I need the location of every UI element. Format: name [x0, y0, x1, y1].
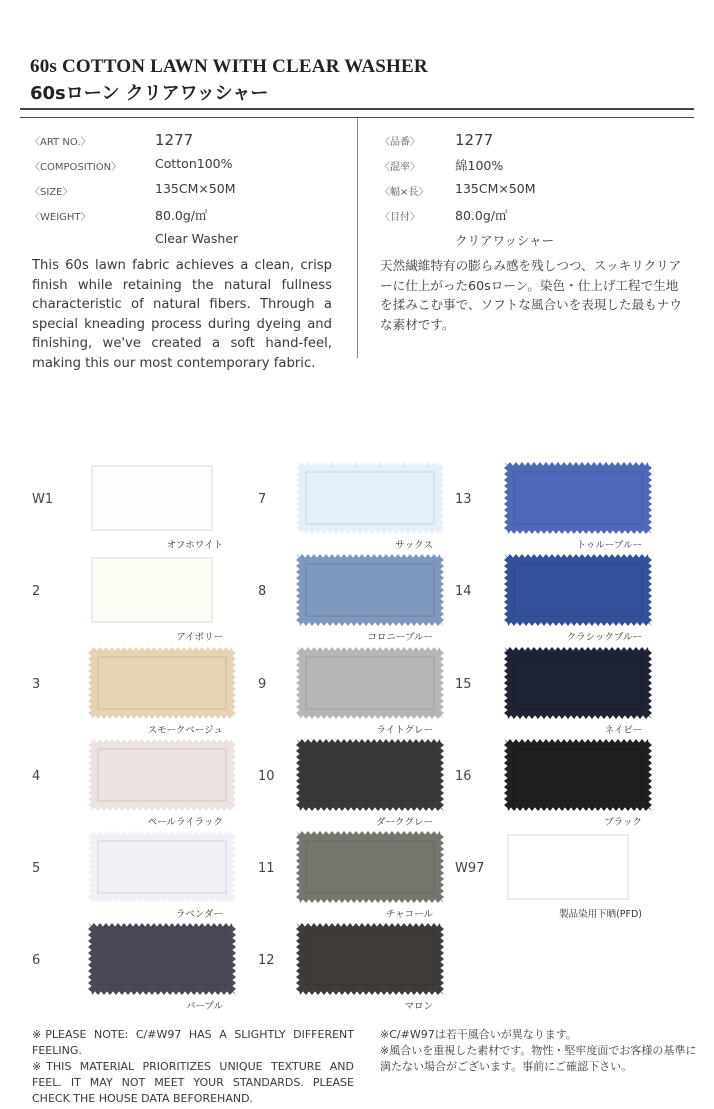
swatch-shape	[88, 462, 236, 534]
spec-label: 〈目付〉	[380, 212, 420, 223]
color-number: 10	[258, 769, 275, 784]
color-number: W1	[32, 492, 54, 507]
color-swatch	[88, 923, 236, 995]
swatch-fill	[88, 647, 236, 719]
notes-jp	[380, 1027, 700, 1075]
color-name: ラベンダー	[175, 909, 223, 920]
color-name: マロン	[404, 1001, 433, 1012]
color-swatch	[504, 831, 652, 903]
swatch-fill	[296, 462, 444, 534]
column-divider	[357, 118, 358, 358]
swatch-shape	[88, 923, 236, 995]
color-number: 6	[32, 953, 41, 968]
description-jp: 天然繊維特有の膨らみ感を残しつつ、スッキリクリアーに仕上がった60sローン。染色・仕上げ工程で生地を揉みこむ事で、ソフトな風合いを表現した最もナウな素材です。	[380, 258, 682, 332]
swatch-shape	[504, 462, 652, 534]
swatch-shape	[504, 554, 652, 626]
color-number: 8	[258, 584, 267, 599]
color-name: 製品染用下晒(PFD)	[559, 909, 642, 920]
spec-label: 〈幅×長〉	[380, 187, 429, 198]
color-swatch	[296, 554, 444, 626]
color-number: 7	[258, 492, 267, 507]
swatch-fill	[296, 739, 444, 811]
swatch-fill	[508, 835, 628, 899]
color-name: サックス	[395, 540, 433, 551]
spec-label: 〈品番〉	[380, 137, 420, 148]
notes-en	[32, 1027, 354, 1107]
color-name: ペールライラック	[147, 817, 223, 828]
color-name: ブラック	[604, 817, 642, 828]
swatch-shape	[88, 647, 236, 719]
spec-value: 135CM×50M	[455, 181, 536, 196]
spec-label: 〈ART NO.〉	[30, 137, 91, 148]
swatch-fill	[296, 831, 444, 903]
spec-label: 〈WEIGHT〉	[30, 212, 91, 223]
color-number: 16	[455, 769, 472, 784]
color-swatch	[88, 739, 236, 811]
color-name: ネイビー	[604, 725, 642, 736]
swatch-fill	[92, 558, 212, 622]
swatch-fill	[88, 739, 236, 811]
swatch-shape	[504, 647, 652, 719]
swatch-fill	[92, 466, 212, 530]
swatch-shape	[296, 554, 444, 626]
swatch-shape	[296, 462, 444, 534]
color-number: W97	[455, 861, 485, 876]
swatch-shape	[88, 739, 236, 811]
color-number: 9	[258, 677, 267, 692]
swatch-fill	[504, 739, 652, 811]
color-name: クラシックブルー	[566, 632, 642, 643]
spec-value: 135CM×50M	[155, 181, 236, 196]
color-name: ダークグレー	[375, 817, 433, 828]
swatch-shape	[504, 739, 652, 811]
color-number: 4	[32, 769, 41, 784]
spec-value: 綿100%	[455, 158, 504, 173]
title-en: 60s COTTON LAWN WITH CLEAR WASHER	[30, 56, 428, 77]
color-name: コロニーブルー	[367, 632, 433, 643]
note-line: ※C/#W97は若干風合いが異なります。	[380, 1028, 577, 1041]
swatch-shape	[296, 831, 444, 903]
color-number: 2	[32, 584, 41, 599]
swatch-shape	[88, 831, 236, 903]
spec-label: 〈SIZE〉	[30, 187, 73, 198]
spec-value: 80.0g/㎡	[455, 208, 508, 223]
spec-value: Cotton100%	[155, 156, 233, 171]
color-name: アイボリー	[176, 632, 223, 643]
color-number: 13	[455, 492, 472, 507]
color-swatch	[88, 647, 236, 719]
color-swatch	[88, 462, 236, 534]
spec-label: 〈COMPOSITION〉	[30, 162, 122, 173]
color-swatch	[88, 554, 236, 626]
swatch-fill	[88, 923, 236, 995]
color-number: 3	[32, 677, 41, 692]
swatch-shape	[296, 739, 444, 811]
color-swatch	[296, 462, 444, 534]
swatch-shape	[296, 647, 444, 719]
color-swatch	[504, 554, 652, 626]
color-swatch	[504, 462, 652, 534]
title-jp: 60sローン クリアワッシャー	[30, 83, 269, 104]
swatch-fill	[296, 554, 444, 626]
swatch-fill	[296, 647, 444, 719]
color-swatch	[296, 831, 444, 903]
color-name: トゥルーブルー	[576, 540, 642, 551]
color-swatch	[504, 739, 652, 811]
spec-value: 1277	[155, 131, 194, 149]
color-name: パープル	[185, 1001, 223, 1012]
header-rule-top	[20, 108, 694, 110]
note-line: ※風合いを重視した素材です。物性・堅牢度面でお客様の基準に満たない場合がございます。事前にご確認下さい。	[380, 1044, 697, 1073]
spec-value: Clear Washer	[155, 231, 239, 246]
swatch-fill	[504, 462, 652, 534]
swatch-fill	[504, 554, 652, 626]
spec-value: 80.0g/㎡	[155, 208, 208, 223]
note-line: ※PLEASE NOTE: C/#W97 HAS A SLIGHTLY DIFFERENT FEELING.	[32, 1028, 354, 1057]
color-name: オフホワイト	[166, 540, 223, 551]
color-swatch	[296, 923, 444, 995]
swatch-shape	[88, 554, 236, 626]
swatch-fill	[296, 923, 444, 995]
description-en: This 60s lawn fabric achieves a clean, crisp finish while retaining the natural fullness characteristic of natural fibers. Through a special kneading process during dyeing and finishing, we've created a soft hand-feel, making this our most contemporary fabric.	[32, 258, 332, 371]
color-name: スモークベージュ	[147, 725, 223, 736]
color-swatch	[88, 831, 236, 903]
spec-value: 1277	[455, 131, 494, 149]
color-number: 11	[258, 861, 275, 876]
color-swatch	[296, 739, 444, 811]
spec-label: 〈混率〉	[380, 162, 420, 173]
color-swatch	[504, 647, 652, 719]
color-number: 5	[32, 861, 41, 876]
color-name: チャコール	[385, 909, 433, 920]
note-line: ※THIS MATERIAL PRIORITIZES UNIQUE TEXTURE AND FEEL. IT MAY NOT MEET YOUR STANDARDS. PLEASE CHECK THE HOUSE DATA BEFOREHAND.	[32, 1060, 354, 1105]
swatch-shape	[504, 831, 652, 903]
color-swatch	[296, 647, 444, 719]
color-number: 12	[258, 953, 275, 968]
color-number: 14	[455, 584, 472, 599]
swatch-fill	[88, 831, 236, 903]
swatch-shape	[296, 923, 444, 995]
color-name: ライトグレー	[376, 725, 433, 736]
swatch-fill	[504, 647, 652, 719]
color-number: 15	[455, 677, 472, 692]
spec-value: クリアワッシャー	[455, 233, 555, 248]
